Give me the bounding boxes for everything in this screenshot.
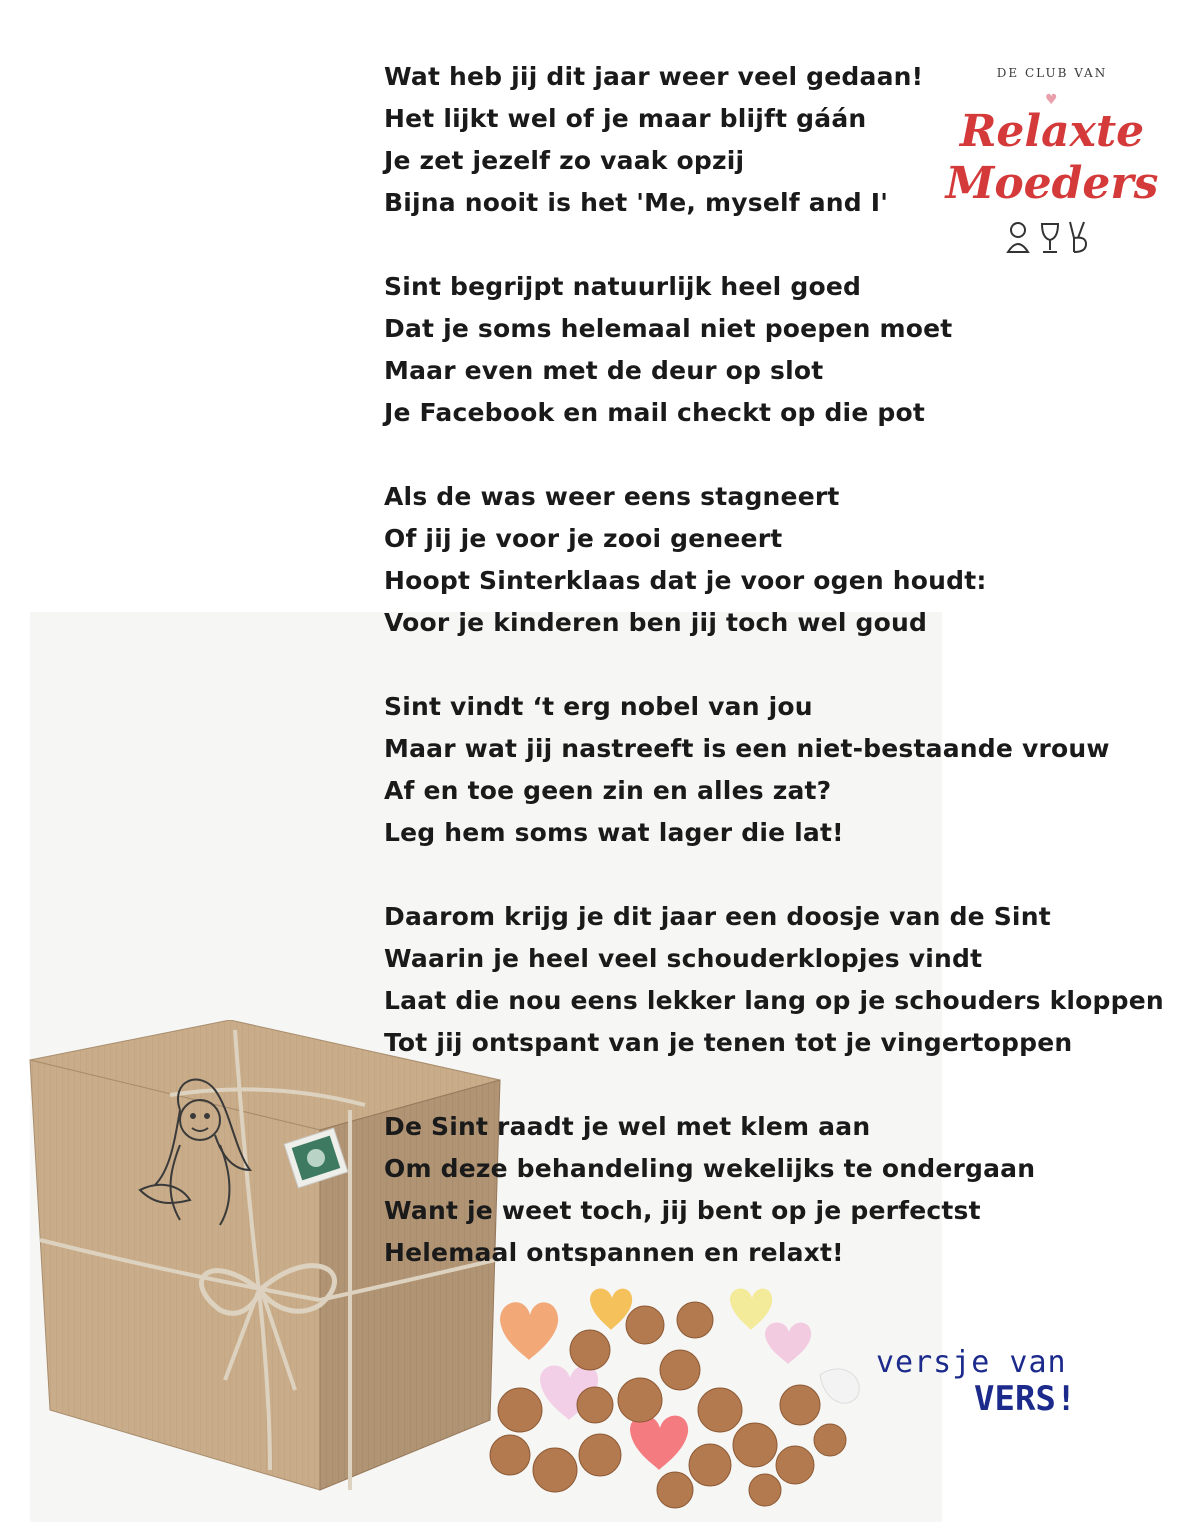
- stanza: [384, 686, 1184, 854]
- poem-line: Dat je soms helemaal niet poepen moet: [384, 314, 953, 343]
- logo-word-moeders: Moeders: [945, 158, 1159, 209]
- poem-line: Daarom krijg je dit jaar een doosje van de Sint: [384, 902, 1051, 931]
- signature-line-1: versje van: [876, 1345, 1067, 1380]
- poem: [384, 56, 1184, 1316]
- poem-line: Wat heb jij dit jaar weer veel gedaan!: [384, 62, 924, 91]
- poem-line: Bijna nooit is het 'Me, myself and I': [384, 188, 889, 217]
- signature-line-2: VERS!: [974, 1379, 1077, 1419]
- poem-line: Je Facebook en mail checkt op die pot: [384, 398, 926, 427]
- logo-word-relaxte: Relaxte: [959, 106, 1145, 157]
- poem-line: Sint begrijpt natuurlijk heel goed: [384, 272, 862, 301]
- poem-line: Of jij je voor je zooi geneert: [384, 524, 783, 553]
- poem-line: Want je weet toch, jij bent op je perfectst: [384, 1196, 981, 1225]
- poem-line: Helemaal ontspannen en relaxt!: [384, 1238, 844, 1267]
- poem-line: Af en toe geen zin en alles zat?: [384, 776, 832, 805]
- poem-line: Voor je kinderen ben jij toch wel goud: [384, 608, 928, 637]
- poem-line: Je zet jezelf zo vaak opzij: [384, 146, 745, 175]
- pepernoten-candy-illustration: [480, 1280, 880, 1520]
- logo-tagline: DE CLUB VAN: [996, 66, 1108, 80]
- stanza: [384, 56, 1184, 224]
- poem-line: Sint vindt ‘t erg nobel van jou: [384, 692, 813, 721]
- poem-line: Waarin je heel veel schouderklopjes vindt: [384, 944, 983, 973]
- poem-line: De Sint raadt je wel met klem aan: [384, 1112, 871, 1141]
- poem-line: Leg hem soms wat lager die lat!: [384, 818, 844, 847]
- stanza: [384, 896, 1184, 1064]
- poem-line: Maar wat jij nastreeft is een niet-bestaande vrouw: [384, 734, 1110, 763]
- signature: [876, 1346, 1116, 1418]
- heart-icon: ♥: [1045, 92, 1058, 108]
- poem-line: Om deze behandeling wekelijks te ondergaan: [384, 1154, 1036, 1183]
- poem-line: Het lijkt wel of je maar blijft gáán: [384, 104, 867, 133]
- poem-line: Laat die nou eens lekker lang op je schouders kloppen: [384, 986, 1164, 1015]
- stanza: [384, 266, 1184, 434]
- stanza: [384, 1106, 1184, 1274]
- poem-line: Tot jij ontspant van je tenen tot je vingertoppen: [384, 1028, 1073, 1057]
- poem-line: Hoopt Sinterklaas dat je voor ogen houdt:: [384, 566, 987, 595]
- poem-line: Als de was weer eens stagneert: [384, 482, 840, 511]
- poem-line: Maar even met de deur op slot: [384, 356, 824, 385]
- stanza: [384, 476, 1184, 644]
